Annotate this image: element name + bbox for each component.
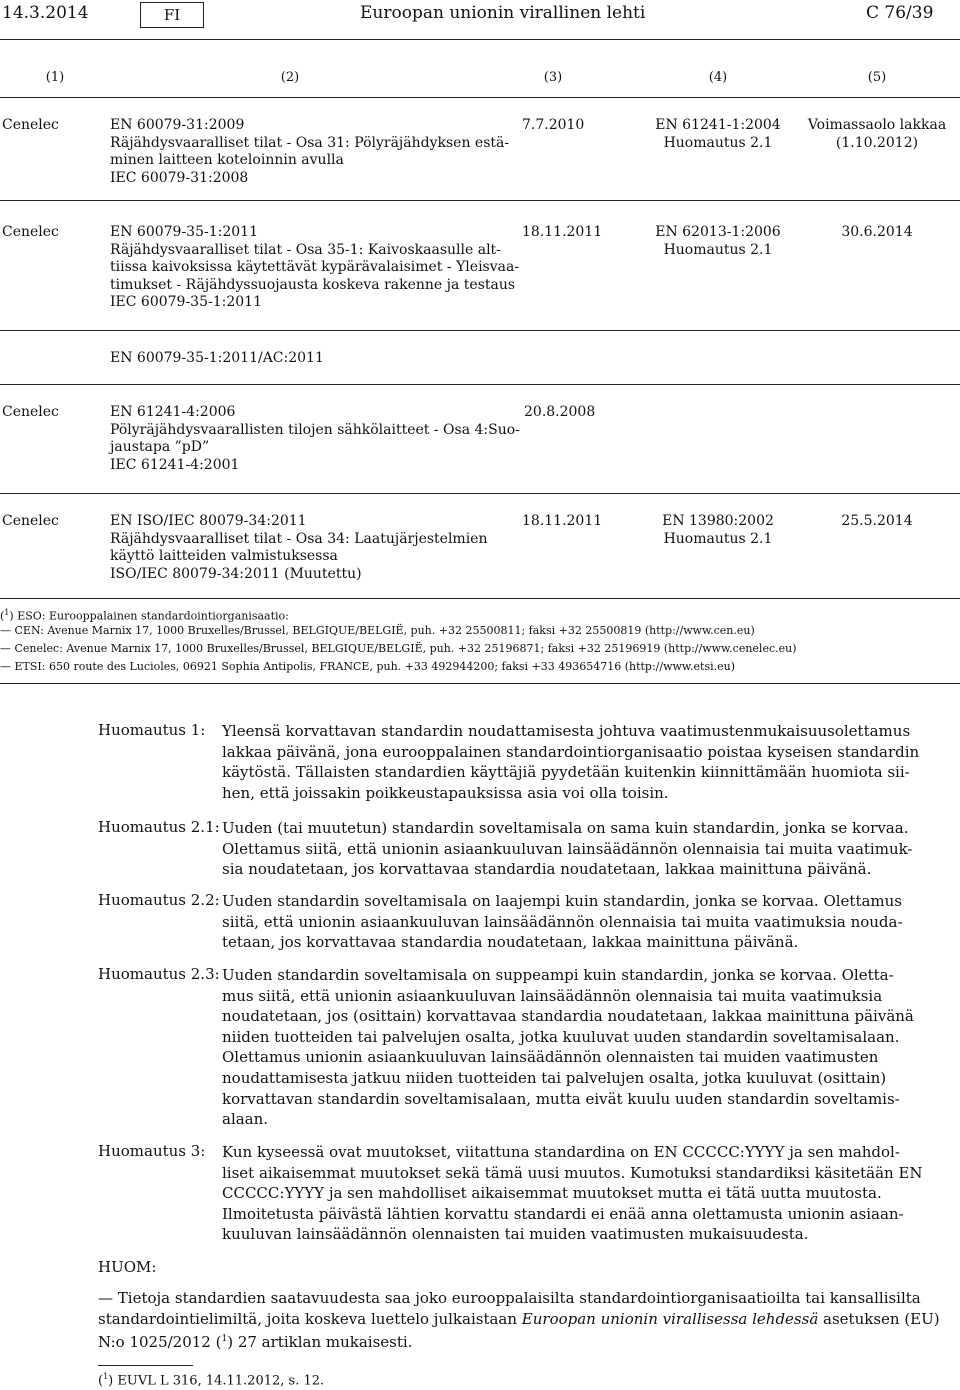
journal-name-italic: Euroopan unionin virallisessa lehdessä: [521, 1309, 819, 1328]
standard-line: Räjähdysvaaralliset tilat - Osa 34: Laatujärjestelmien: [110, 530, 488, 547]
superseded-cell: [648, 224, 788, 259]
table-bottom-rule: [0, 598, 960, 599]
cessation-cell: [806, 513, 948, 531]
cessation-line: (1.10.2012): [835, 134, 919, 151]
note-line: Uuden (tai muutetun) standardin soveltamisala on sama kuin standardin, jonka se korvaa.: [222, 819, 909, 837]
col-header-2: (2): [280, 70, 300, 85]
standard-line: EN ISO/IEC 80079-34:2011: [110, 513, 307, 529]
note-label: Huomautus 3:: [98, 1142, 206, 1160]
note-line: noudatetaan, jos (osittain) korvattavaa standardia noudatetaan, lakkaa mainittuna päivänä: [222, 1007, 914, 1026]
note-line: alaan.: [222, 1110, 269, 1129]
standard-line: jaustapa ”pD”: [110, 439, 210, 455]
note-line: siitä, että unionin asiaankuuluvan lainsäädännön olennaisia tai muita vaatimuksia nouda-: [222, 912, 903, 931]
date-cell: 18.11.2011: [522, 224, 603, 240]
col-header-1: (1): [45, 70, 65, 85]
org-cell: Cenelec: [2, 513, 59, 529]
superseded-line: EN 61241-1:2004: [655, 117, 781, 133]
note-line: Ilmoitetusta päivästä lähtien korvattu standardi ei enää anna olettamusta unionin asiaan-: [222, 1204, 904, 1223]
superseded-line: EN 13980:2002: [662, 513, 774, 529]
note-line: mus siitä, että unionin asiaankuuluvan lainsäädännön olennaisia tai muita vaatimuksia: [222, 986, 883, 1005]
eso-line: — CEN: Avenue Marnix 17, 1000 Bruxelles/Brussel, BELGIQUE/BELGIË, puh. +32 25500811; faksi +32 25500819 (http://www.cen.eu): [0, 624, 755, 637]
standard-line: tiissa kaivoksissa käytettävät kypärävalaisimet - Yleisvaa-: [110, 259, 520, 275]
page-header: [0, 0, 960, 40]
huom-line: [98, 1309, 940, 1330]
row-divider: [0, 330, 960, 331]
note-text: [222, 891, 903, 953]
note-line: tetaan, jos korvattavaa standardia noudatetaan, lakkaa mainittuna päivänä.: [222, 933, 799, 952]
huom-label: HUOM:: [98, 1258, 157, 1276]
header-rule: [0, 39, 960, 40]
header-date: 14.3.2014: [2, 3, 89, 23]
footnote-marker: 1: [4, 608, 10, 617]
cessation-line: 25.5.2014: [841, 513, 913, 529]
superseded-line: EN 62013-1:2006: [655, 224, 781, 240]
note-line: Kun kyseessä ovat muutokset, viitattuna standardina on EN CCCCC:YYYY ja sen mahdol-: [222, 1143, 900, 1161]
cessation-line: Voimassaolo lakkaa: [807, 117, 947, 133]
col-header-4: (4): [708, 70, 728, 85]
huom-line-text: N:o 1025/2012 (: [98, 1333, 222, 1352]
superseded-cell: [648, 117, 788, 152]
standard-line: Räjähdysvaaralliset tilat - Osa 35-1: Kaivoskaasulle alt-: [110, 241, 501, 258]
note-line: Olettamus siitä, että unionin asiaankuuluvan lainsäädännön olennaisia tai muita vaatimuk-: [222, 839, 913, 858]
note-line: Yleensä korvattavan standardin noudattamisesta johtuva vaatimustenmukaisuusolettamus: [222, 722, 911, 740]
footnote-text: EUVL L 316, 14.11.2012, s. 12.: [117, 1373, 325, 1389]
cessation-cell: [806, 117, 948, 152]
note-line: hen, että joissakin poikkeustapauksissa asia voi olla toisin.: [222, 783, 669, 802]
standard-line: IEC 61241-4:2001: [110, 456, 240, 473]
standard-line: ISO/IEC 80079-34:2011 (Muutettu): [110, 565, 362, 582]
note-label: Huomautus 2.1:: [98, 818, 220, 836]
standard-cell: [110, 350, 324, 368]
huom-line-text: standardointielimiltä, joita koskeva luettelo julkaistaan: [98, 1309, 522, 1328]
eso-intro: ($^1$) ESO: Eurooppalainen standardointiorganisaatio:: [0, 608, 289, 623]
footnote-marker: 1: [103, 1372, 109, 1381]
note-line: lakkaa päivänä, jona eurooppalainen standardointiorganisaatio poistaa kyseisen standardin: [222, 742, 920, 761]
footnote-rule: [98, 1365, 193, 1366]
footnote-marker: 1: [221, 1334, 228, 1345]
note-label: Huomautus 2.3:: [98, 965, 220, 983]
note-text: [222, 721, 920, 803]
standard-line: Räjähdysvaaralliset tilat - Osa 31: Pölyräjähdyksen estä-: [110, 134, 510, 151]
row-divider: [0, 200, 960, 201]
standard-line: minen laitteen koteloinnin avulla: [110, 152, 344, 168]
note-text: [222, 818, 913, 880]
note-line: Uuden standardin soveltamisala on laajempi kuin standardin, jonka se korvaa. Olettamus: [222, 892, 903, 910]
standard-line: Pölyräjähdysvaarallisten tilojen sähkölaitteet - Osa 4:Suo-: [110, 421, 520, 438]
standard-line: EN 60079-35-1:2011/AC:2011: [110, 350, 324, 366]
note-line: niiden tuotteiden tai palvelujen osalta, jotka kuuluvat uuden standardin soveltamisalaan.: [222, 1027, 900, 1046]
huom-line: [98, 1329, 862, 1353]
superseded-line: Huomautus 2.1: [663, 530, 773, 547]
note-line: käytöstä. Tällaisten standardien käyttäjiä pyydetään kuitenkin kiinnittämään huomiota sii-: [222, 763, 910, 782]
cessation-cell: [806, 224, 948, 242]
date-cell: 18.11.2011: [522, 513, 603, 529]
org-cell: Cenelec: [2, 117, 59, 133]
page-number: C 76/39: [866, 3, 934, 23]
col-header-3: (3): [543, 70, 563, 85]
note-line: CCCCC:YYYY ja sen mahdolliset aikaisemmat muutokset mutta ei tätä uutta muutosta.: [222, 1184, 882, 1203]
page-footnote: ($^1$) EUVL L 316, 14.11.2012, s. 12.: [98, 1372, 325, 1389]
superseded-line: Huomautus 2.1: [663, 241, 773, 258]
date-cell: 7.7.2010: [522, 117, 585, 133]
standard-line: timukset - Räjähdyssuojausta koskeva rakenne ja testaus: [110, 276, 516, 293]
standard-line: EN 60079-31:2009: [110, 117, 245, 133]
org-cell: Cenelec: [2, 224, 59, 240]
note-text: [222, 1142, 923, 1245]
eso-intro-text: ESO: Eurooppalainen standardointiorganisaatio:: [17, 609, 289, 623]
note-line: kuuluvan lainsäädännön olennaisten tai muiden vaatimusten mukaisuudesta.: [222, 1225, 809, 1244]
note-text: [222, 965, 914, 1130]
note-line: sia noudatetaan, jos korvattavaa standardia noudatetaan, lakkaa mainittuna päivänä.: [222, 860, 872, 879]
eso-line: — ETSI: 650 route des Lucioles, 06921 Sophia Antipolis, FRANCE, puh. +33 492944200; faksi +33 493654716 (http://www.etsi.eu): [0, 660, 735, 673]
row-divider: [0, 493, 960, 494]
note-line: liset aikaisemmat muutokset sekä tämä uusi muutos. Kumotuksi standardiksi käsitetään EN: [222, 1163, 923, 1182]
standard-cell: [110, 224, 519, 312]
org-cell: Cenelec: [2, 404, 59, 420]
language-code-box: FI: [140, 2, 204, 28]
note-line: noudattamisesta jatkuu niiden tuotteiden tai palvelujen osalta, jotka kuuluvat (osittain): [222, 1068, 887, 1087]
journal-title: Euroopan unionin virallinen lehti: [360, 3, 646, 23]
standard-cell: [110, 513, 487, 583]
row-divider: [0, 384, 960, 385]
huom-text: [98, 1288, 940, 1353]
table-header-rule: [0, 97, 960, 98]
note-line: Uuden standardin soveltamisala on suppeampi kuin standardin, jonka se korvaa. Oletta-: [222, 966, 894, 984]
standard-cell: [110, 117, 509, 187]
standard-cell: [110, 404, 520, 474]
date-cell: 20.8.2008: [524, 404, 596, 420]
standard-line: IEC 60079-31:2008: [110, 169, 249, 186]
note-label: Huomautus 2.2:: [98, 891, 220, 909]
col-header-5: (5): [867, 70, 887, 85]
standard-line: EN 61241-4:2006: [110, 404, 236, 420]
note-line: Olettamus unionin asiaankuuluvan lainsäädännön olennaisten tai muiden vaatimusten: [222, 1048, 879, 1067]
standard-line: käyttö laitteiden valmistuksessa: [110, 548, 338, 564]
superseded-line: Huomautus 2.1: [663, 134, 773, 151]
section-rule: [0, 683, 960, 684]
standard-line: IEC 60079-35-1:2011: [110, 294, 262, 310]
huom-line-text: ) 27 artiklan mukaisesti.: [227, 1333, 413, 1352]
note-line: korvattavan standardin soveltamisalaan, mutta eivät kuulu uuden standardin soveltamis-: [222, 1089, 900, 1108]
note-label: Huomautus 1:: [98, 721, 206, 739]
superseded-cell: [648, 513, 788, 548]
huom-line-text: asetuksen (EU): [818, 1309, 940, 1328]
eso-line: — Cenelec: Avenue Marnix 17, 1000 Bruxelles/Brussel, BELGIQUE/BELGIË, puh. +32 25196871; faksi +32 25196919 (http://www.cenelec.eu): [0, 642, 797, 655]
standard-line: EN 60079-35-1:2011: [110, 224, 258, 240]
huom-line: — Tietoja standardien saatavuudesta saa joko eurooppalaisilta standardointiorganisaatioilta tai kansallisilta: [98, 1289, 921, 1307]
cessation-line: 30.6.2014: [841, 224, 913, 240]
